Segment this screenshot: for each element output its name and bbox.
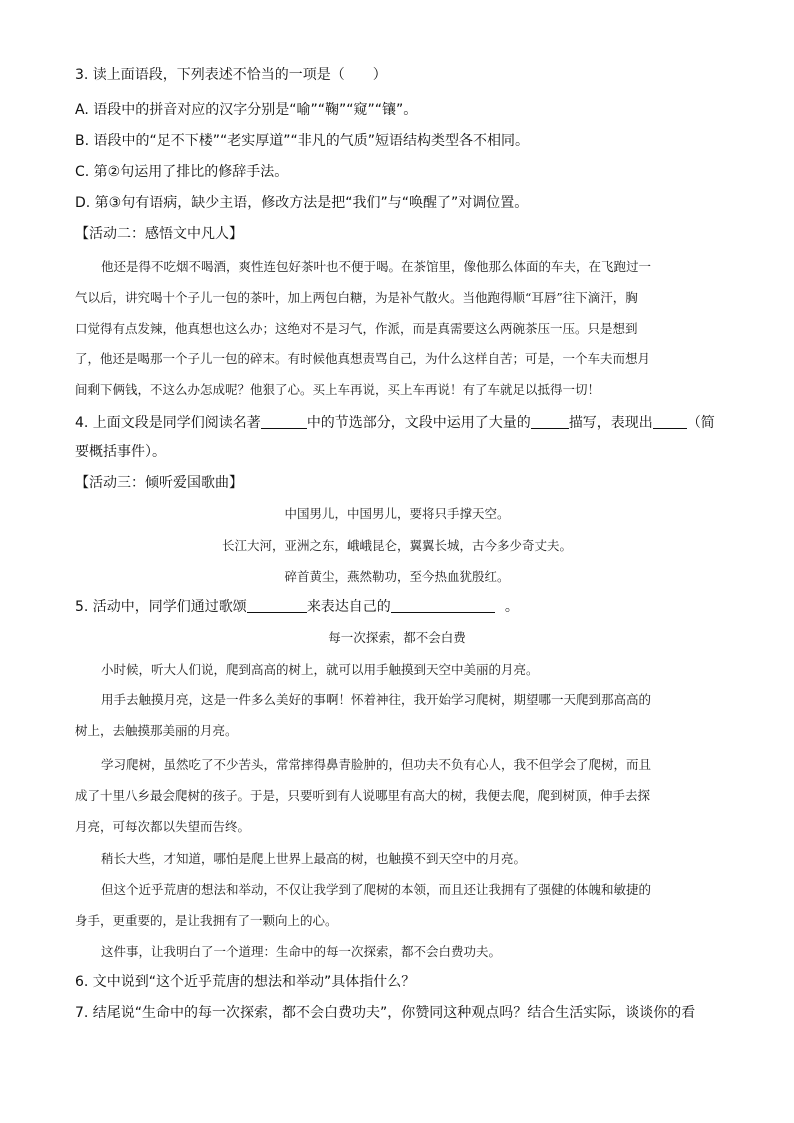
question-5	[75, 598, 725, 616]
answer-blank-emotion[interactable]	[391, 598, 495, 613]
answer-blank-praise[interactable]	[247, 598, 307, 613]
question-7: 7. 结尾说“生命中的每一次探索，都不会白费功夫”，你赞同这种观点吗？结合生活实际，谈谈你的看	[75, 1005, 696, 1021]
essay-line: 学习爬树，虽然吃了不少苦头，常常摔得鼻青脸肿的，但功夫不负有心人，我不但学会了爬树，而且	[101, 757, 652, 772]
question-3-option-a: A. 语段中的拼音对应的汉字分别是“喻”“鞠”“窥”“镶”。	[75, 102, 418, 118]
essay-line: 月亮，可每次都以失望而告终。	[75, 819, 251, 834]
question-3-option-b: B. 语段中的“足不下楼”“老实厚道”“非凡的气质”短语结构类型各不相同。	[75, 133, 530, 149]
question-6: 6. 文中说到“这个近乎荒唐的想法和举动”具体指什么？	[75, 974, 416, 990]
question-5-part-1: 5. 活动中，同学们通过歌颂	[75, 599, 247, 615]
activity-3-heading: 【活动三：倾听爱国歌曲】	[75, 475, 243, 491]
song-lyric-line: 长江大河，亚洲之东，峨峨昆仑，翼翼长城，古今多少奇丈夫。	[221, 538, 572, 553]
essay-line: 树上，去触摸那美丽的月亮。	[75, 723, 238, 738]
song-lyric-line: 中国男儿，中国男儿，要将只手撑天空。	[284, 506, 510, 521]
essay-title: 每一次探索，都不会白费	[328, 630, 466, 645]
song-lyric-line: 碎首黄尘，燕然勒功，至今热血犹殷红。	[284, 569, 510, 584]
essay-line: 稍长大些，才知道，哪怕是爬上世界上最高的树，也触摸不到天空中的月亮。	[101, 851, 527, 866]
essay-line: 小时候，听大人们说，爬到高高的树上，就可以用手触摸到天空中美丽的月亮。	[101, 662, 539, 677]
question-4-continuation: 要概括事件）。	[75, 444, 166, 460]
novel-excerpt-line: 口觉得有点发辣，他真想也这么办；这绝对不是习气，作派，而是真需要这么两碗茶压一压。只是想到	[75, 321, 638, 336]
question-5-part-3: 。	[504, 599, 519, 615]
novel-excerpt-line: 间剩下俩钱，不这么办怎成呢？他狠了心。买上车再说，买上车再说！有了车就足以抵得一切！	[75, 382, 601, 397]
essay-line: 但这个近乎荒唐的想法和举动，不仅让我学到了爬树的本领，而且还让我拥有了强健的体魄和敏捷的	[101, 882, 652, 897]
question-3-stem: 3. 读上面语段，下列表述不恰当的一项是（ ）	[75, 67, 387, 83]
novel-excerpt-line: 了，他还是喝那一个子儿一包的碎末。有时候他真想责骂自己，为什么这样自苦；可是，一个车夫而想月	[75, 351, 651, 366]
question-4	[75, 414, 725, 432]
novel-excerpt-line: 他还是得不吃烟不喝酒，爽性连包好茶叶也不便于喝。在茶馆里，像他那么体面的车夫，在飞跑过一	[101, 259, 652, 274]
question-4-part-2: 中的节选部分，文段中运用了大量的	[306, 415, 531, 431]
essay-line: 成了十里八乡最会爬树的孩子。于是，只要听到有人说哪里有高大的树，我便去爬，爬到树顶，伸手去探	[75, 788, 651, 803]
essay-line: 这件事，让我明白了一个道理：生命中的每一次探索，都不会白费功夫。	[101, 944, 502, 959]
essay-line: 用手去触摸月亮，这是一件多么美好的事啊！怀着神往，我开始学习爬树，期望哪一天爬到那高高的	[101, 692, 652, 707]
question-3-option-c: C. 第②句运用了排比的修辞手法。	[75, 164, 289, 180]
question-4-part-3: 描写，表现出	[568, 415, 653, 431]
question-4-part-4: （简	[686, 415, 715, 431]
question-3-option-d: D. 第③句有语病，缺少主语，修改方法是把“我们”与“唤醒了”对调位置。	[75, 195, 529, 211]
novel-excerpt-line: 气以后，讲究喝十个子儿一包的茶叶，加上两包白糖，为是补气散火。当他跑得顺“耳唇”往下滴汗，胸	[75, 290, 638, 305]
essay-line: 身手，更重要的，是让我拥有了一颗向上的心。	[75, 913, 338, 928]
answer-blank-event[interactable]	[653, 414, 687, 429]
activity-2-heading: 【活动二：感悟文中凡人】	[75, 226, 243, 242]
question-4-part-1: 4. 上面文段是同学们阅读名著	[75, 415, 261, 431]
question-5-part-2: 来表达自己的	[306, 599, 391, 615]
answer-blank-description-type[interactable]	[531, 414, 569, 429]
answer-blank-book-title[interactable]	[261, 414, 307, 429]
